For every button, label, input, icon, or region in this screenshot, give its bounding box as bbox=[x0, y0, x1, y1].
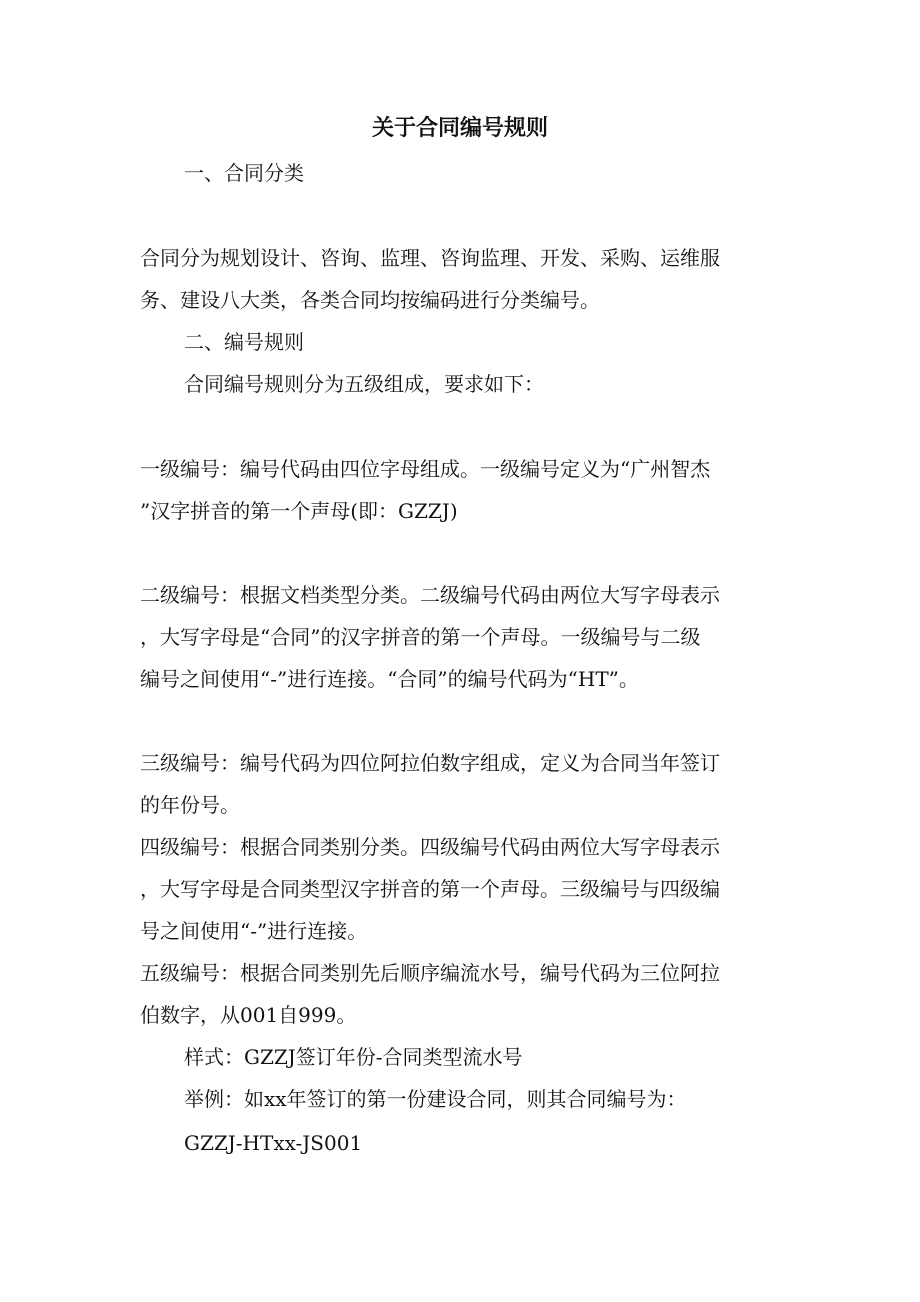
section-heading-classification: 一、合同分类 bbox=[184, 161, 304, 185]
level-2-line-2: ，大写字母是“合同”的汉字拼音的第一个声母。一级编号与二级 bbox=[140, 625, 701, 649]
level-5-line-2: 伯数字，从001自999。 bbox=[140, 1003, 357, 1027]
document-title: 关于合同编号规则 bbox=[371, 116, 548, 141]
section-heading-numbering-rules: 二、编号规则 bbox=[184, 330, 304, 354]
paragraph-classification-line-1: 合同分为规划设计、咨询、监理、咨询监理、开发、采购、运维服 bbox=[140, 246, 720, 270]
paragraph-classification-line-2: 务、建设八大类，各类合同均按编码进行分类编号。 bbox=[140, 288, 600, 312]
level-4-line-2: ，大写字母是合同类型汉字拼音的第一个声母。三级编号与四级编 bbox=[140, 877, 720, 901]
level-1-line-2: ”汉字拼音的第一个声母(即：GZZJ) bbox=[140, 499, 458, 523]
level-5-line-1: 五级编号：根据合同类别先后顺序编流水号，编号代码为三位阿拉 bbox=[140, 961, 720, 985]
level-4-line-1: 四级编号：根据合同类别分类。四级编号代码由两位大写字母表示 bbox=[140, 835, 720, 859]
example-code: GZZJ-HTxx-JS001 bbox=[184, 1131, 363, 1155]
numbering-rules-intro: 合同编号规则分为五级组成，要求如下： bbox=[184, 372, 544, 396]
level-4-line-3: 号之间使用“-”进行连接。 bbox=[140, 919, 368, 943]
level-2-line-1: 二级编号：根据文档类型分类。二级编号代码由两位大写字母表示 bbox=[140, 583, 720, 607]
format-line: 样式：GZZJ签订年份-合同类型流水号 bbox=[184, 1045, 523, 1069]
example-line: 举例：如xx年签订的第一份建设合同，则其合同编号为： bbox=[184, 1087, 687, 1111]
level-3-line-1: 三级编号：编号代码为四位阿拉伯数字组成，定义为合同当年签订 bbox=[140, 751, 720, 775]
level-3-line-2: 的年份号。 bbox=[140, 793, 240, 817]
level-2-line-3: 编号之间使用“-”进行连接。“合同”的编号代码为“HT”。 bbox=[140, 667, 639, 691]
level-1-line-1: 一级编号：编号代码由四位字母组成。一级编号定义为“广州智杰 bbox=[140, 457, 711, 481]
